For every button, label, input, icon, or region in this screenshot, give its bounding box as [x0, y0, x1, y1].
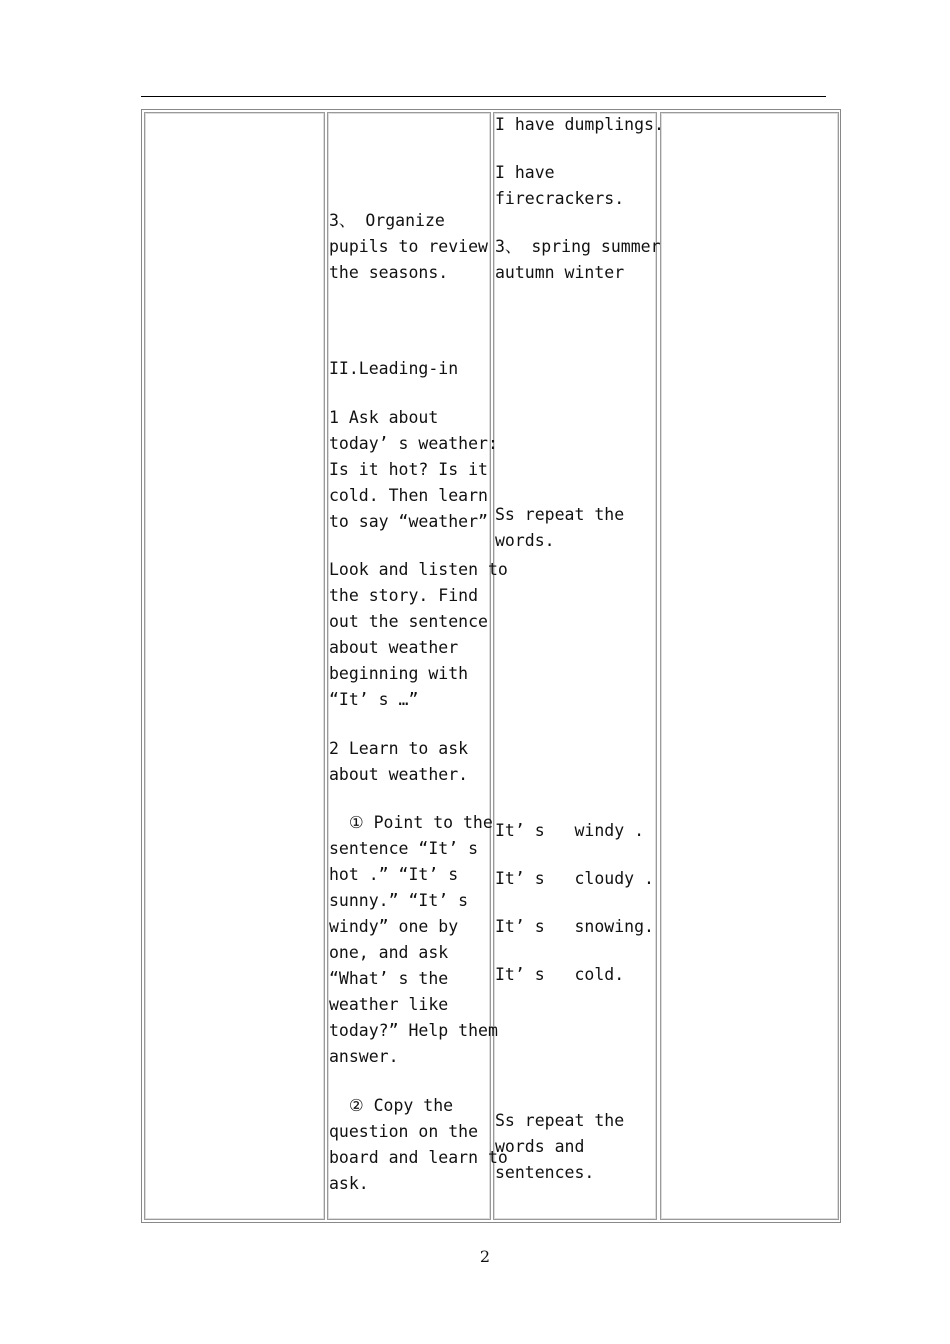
text-line: sentence “It’ s [329, 839, 479, 858]
text-line: firecrackers. [495, 189, 625, 208]
text-line: the seasons. [329, 263, 449, 282]
text-line: the story. Find [329, 586, 479, 605]
text-line: hot .” “It’ s [329, 865, 459, 884]
text-line: 3、 spring summer [495, 237, 661, 256]
text-line: Ss repeat the [495, 505, 625, 524]
section-heading: II.Leading-in [329, 359, 459, 378]
table-cell-notes [660, 112, 839, 1220]
text-line: one, and ask [329, 943, 449, 962]
text-line: ② Copy the [329, 1096, 454, 1115]
text-line: It’ s cold. [495, 965, 625, 984]
text-line: autumn winter [495, 263, 625, 282]
text-line: to say “weather” [329, 512, 488, 531]
text-line: about weather [329, 638, 459, 657]
text-line: windy” one by [329, 917, 459, 936]
text-line: today’ s weather: [329, 434, 498, 453]
page-number: 2 [479, 1247, 491, 1266]
text-line: about weather. [329, 765, 469, 784]
table-cell-objectives [144, 112, 325, 1220]
text-line: cold. Then learn [329, 486, 488, 505]
header-rule [141, 96, 826, 97]
text-line: Ss repeat the [495, 1111, 625, 1130]
text-line: words. [495, 531, 555, 550]
text-line: I have dumplings. [495, 115, 664, 134]
text-line: It’ s cloudy . [495, 869, 654, 888]
text-line: It’ s windy . [495, 821, 645, 840]
text-line: question on the [329, 1122, 479, 1141]
text-line: ① Point to the [329, 813, 493, 832]
text-line: Look and listen to [329, 560, 508, 579]
text-line: I have [495, 163, 555, 182]
text-line: 2 Learn to ask [329, 739, 469, 758]
text-line: sentences. [495, 1163, 595, 1182]
text-line: board and learn to [329, 1148, 508, 1167]
text-line: It’ s snowing. [495, 917, 654, 936]
text-line: weather like [329, 995, 449, 1014]
text-line: words and [495, 1137, 585, 1156]
text-line: today?” Help them [329, 1021, 498, 1040]
text-line: out the sentence [329, 612, 488, 631]
text-line: “It’ s …” [329, 690, 419, 709]
text-line: Is it hot? Is it [329, 460, 488, 479]
text-line: 3、 Organize [329, 211, 445, 230]
text-line: sunny.” “It’ s [329, 891, 469, 910]
text-line: “What’ s the [329, 969, 449, 988]
text-line: answer. [329, 1047, 399, 1066]
text-line: beginning with [329, 664, 469, 683]
text-line: 1 Ask about [329, 408, 439, 427]
text-line: ask. [329, 1174, 369, 1193]
text-line: pupils to review [329, 237, 488, 256]
